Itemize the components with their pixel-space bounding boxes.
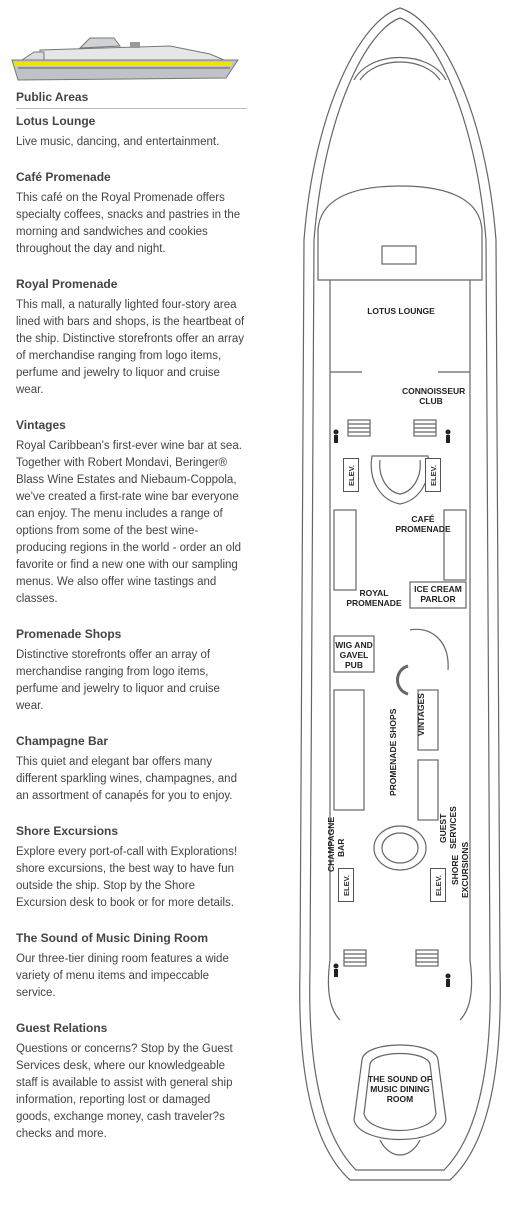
vintages-label: VINTAGES (416, 693, 426, 737)
royal-promenade-label: ROYAL PROMENADE (346, 588, 402, 608)
area-description: Distinctive storefronts offer an array of merchandise ranging from logo items, perfume and jewelry to liquor and cruise wear. (16, 649, 220, 712)
area-description: Royal Caribbean's first-ever wine bar at sea. Together with Robert Mondavi, Beringer® Blass Wine Estates and Niebaum-Coppola, we've created a first-rate wine bar everyone can enjoy. The menu includes a range of options from some of the best wine-producing regions in the world - order an old favorite or find a new one with our sampling menus. We also offer wine tastings and classes. (16, 440, 242, 605)
deck-plan (290, 0, 510, 1220)
ice-cream-parlor-label: ICE CREAM PARLOR (414, 584, 462, 604)
area-sound-of-music (16, 931, 248, 1002)
public-areas-heading: Public Areas (16, 90, 247, 109)
area-title: Lotus Lounge (16, 114, 96, 128)
area-royal-promenade (16, 277, 248, 399)
area-description: Explore every port-of-call with Explorations! shore excursions, the best way to have fun outside the ship. Stop by the Shore Excursion desk to book or for more details. (16, 846, 238, 909)
area-description: This café on the Royal Promenade offers specialty coffees, snacks and pastries in the morning and sandwiches and cookies throughout the day and night. (16, 192, 241, 255)
cafe-promenade-label: CAFÉ PROMENADE (395, 514, 451, 534)
elevator-lower-left: ELEV. (338, 868, 354, 902)
area-cafe-promenade (16, 170, 248, 258)
sound-of-music-label: THE SOUND OF MUSIC DINING ROOM (367, 1074, 433, 1104)
area-title: Café Promenade (16, 170, 111, 184)
ship-profile-icon (10, 26, 242, 84)
public-areas-list (16, 114, 248, 1162)
area-champagne-bar (16, 734, 248, 805)
promenade-shops-label: PROMENADE SHOPS (388, 708, 398, 796)
area-lotus-lounge (16, 114, 248, 151)
area-title: The Sound of Music Dining Room (16, 931, 208, 945)
area-title: Promenade Shops (16, 627, 122, 641)
area-description: Our three-tier dining room features a wide variety of menu items and impeccable service. (16, 953, 229, 999)
elevator-lower-right: ELEV. (430, 868, 446, 902)
area-title: Vintages (16, 418, 66, 432)
area-description: Live music, dancing, and entertainment. (16, 136, 220, 148)
champagne-bar-label: CHAMPAGNE BAR (326, 816, 346, 872)
area-vintages (16, 418, 248, 608)
wig-and-gavel-pub-label: WIG AND GAVEL PUB (335, 640, 373, 670)
lotus-lounge-label: LOTUS LOUNGE (367, 306, 435, 316)
area-guest-relations (16, 1021, 248, 1143)
area-title: Champagne Bar (16, 734, 109, 748)
area-promenade-shops (16, 627, 248, 715)
area-shore-excursions (16, 824, 248, 912)
deck-plan-outline (290, 0, 510, 1220)
area-title: Shore Excursions (16, 824, 119, 838)
shore-excursions-label: SHORE EXCURSIONS (450, 841, 470, 899)
area-description: This quiet and elegant bar offers many different sparkling wines, champagnes, and an assortment of canapés for you to enjoy. (16, 756, 237, 802)
area-description: Questions or concerns? Stop by the Guest Services desk, where our knowledgeable staff is available to assist with general ship information, reporting lost or damaged goods, exchange money, cash traveler?s checks and more. (16, 1043, 233, 1140)
elevator-upper-right: ELEV. (425, 458, 441, 492)
guest-services-label: GUEST SERVICES (438, 806, 458, 850)
area-title: Royal Promenade (16, 277, 118, 291)
elevator-upper-left: ELEV. (343, 458, 359, 492)
area-title: Guest Relations (16, 1021, 108, 1035)
connoisseur-club-label: CONNOISSEUR CLUB (402, 386, 466, 406)
area-description: This mall, a naturally lighted four-story area lined with bars and shops, is the heartbeat of the ship. Distinctive storefronts offer an array of merchandise ranging from logo items, perfume and jewelry to liquor and cruise wear. (16, 299, 245, 396)
